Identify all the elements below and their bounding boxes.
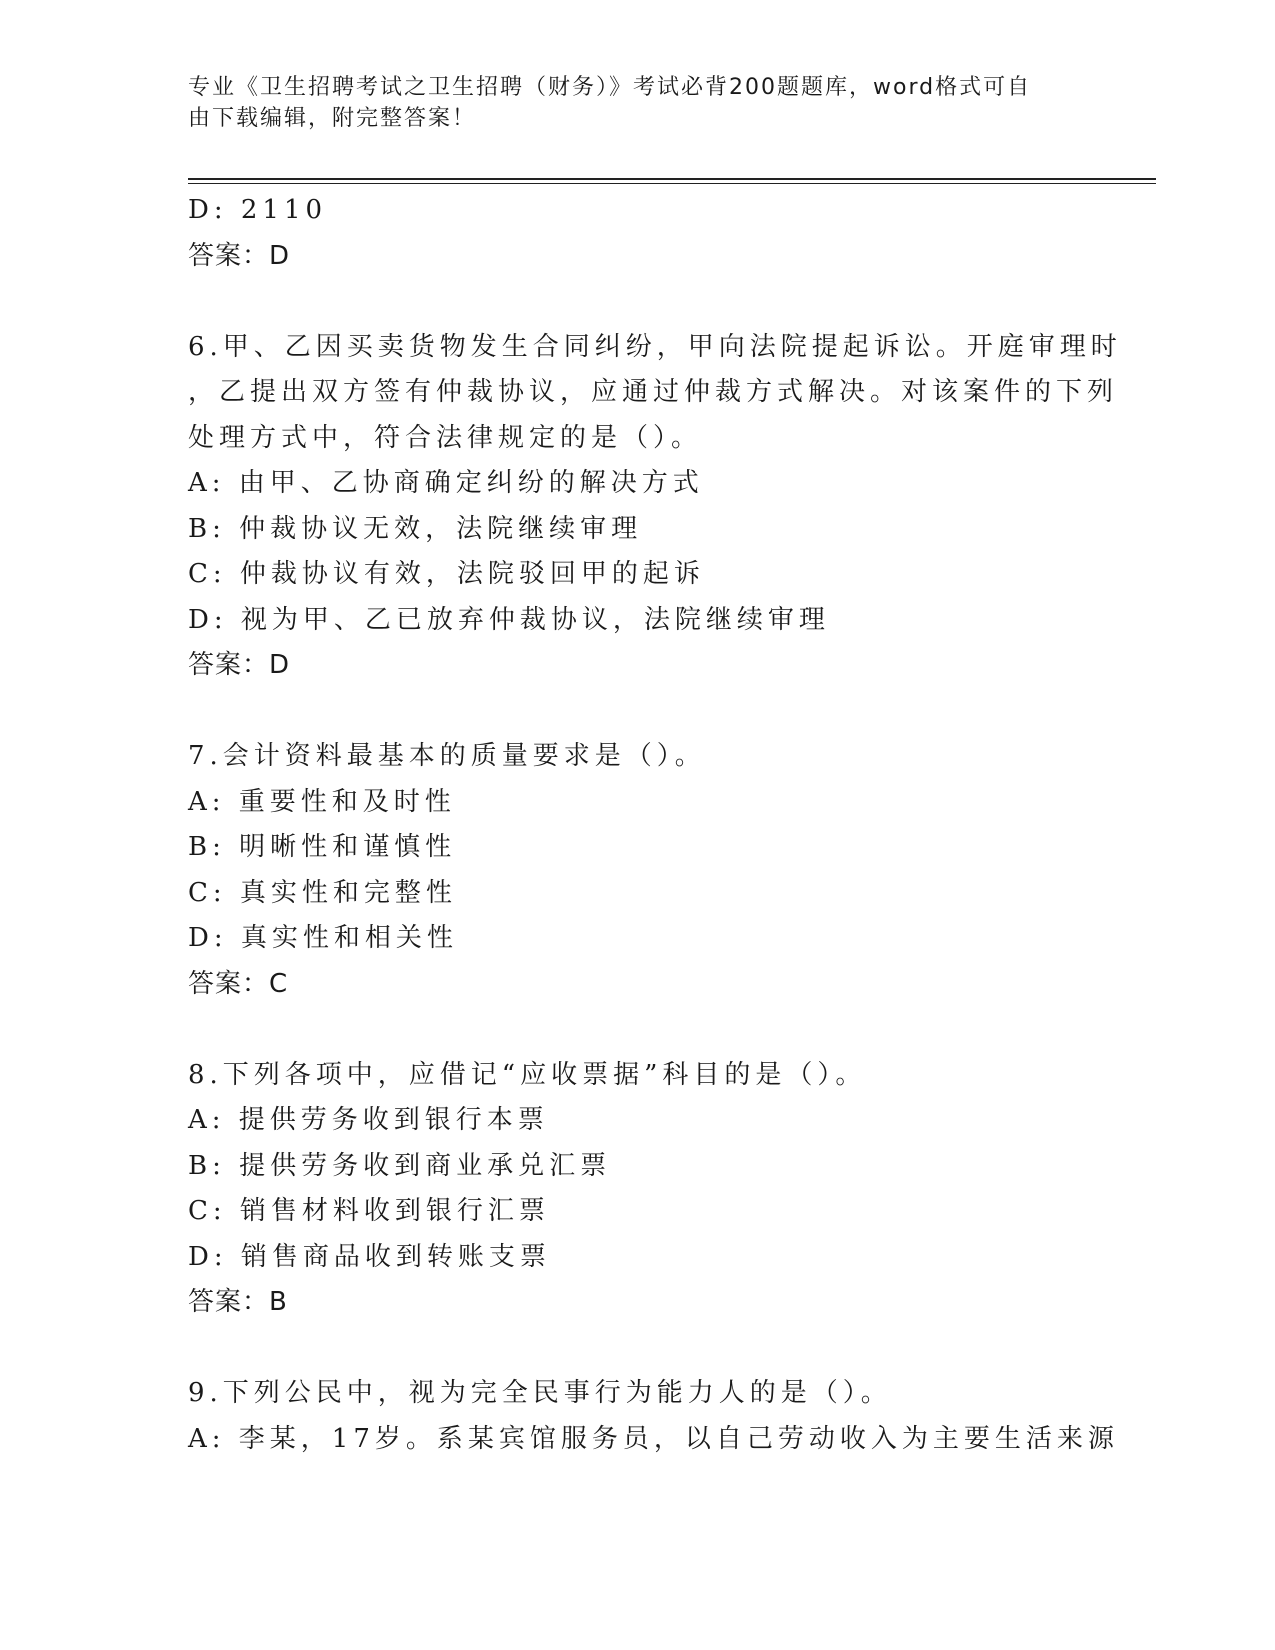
header-line-2: 由下载编辑，附完整答案！	[188, 106, 477, 131]
spacer	[188, 1007, 1088, 1053]
question-list	[188, 188, 1122, 1462]
option-a: A: 由甲、乙协商确定纠纷的解决方式	[188, 468, 704, 498]
question-text: 8.下列各项中，应借记“应收票据”科目的是（）。	[188, 1059, 867, 1090]
question-block	[188, 1371, 1119, 1462]
question-text: 处理方式中，符合法律规定的是（）。	[188, 422, 703, 453]
header-rule-thin	[188, 183, 1156, 184]
question-text: 6.甲、乙因买卖货物发生合同纠纷，甲向法院提起诉讼。开庭审理时	[188, 331, 1122, 362]
header-rule-thick	[188, 178, 1156, 180]
spacer	[188, 279, 1088, 325]
spacer	[188, 689, 1088, 735]
option-b: B: 仲裁协议无效，法院继续审理	[188, 513, 643, 544]
option-c: C: 销售材料收到银行汇票	[188, 1196, 550, 1226]
option-b: B: 提供劳务收到商业承兑汇票	[188, 1150, 612, 1181]
option-d: D: 销售商品收到转账支票	[188, 1241, 551, 1272]
question-text: ，乙提出双方签有仲裁协议，应通过仲裁方式解决。对该案件的下列	[188, 377, 1119, 407]
question-text: 9.下列公民中，视为完全民事行为能力人的是（）。	[188, 1378, 892, 1408]
option-d: D: 视为甲、乙已放弃仲裁协议，法院继续审理	[188, 604, 830, 635]
answer-line: 答案：D	[188, 650, 291, 680]
option-c: C: 仲裁协议有效，法院驳回甲的起诉	[188, 559, 705, 589]
option-a: A: 提供劳务收到银行本票	[188, 1105, 549, 1135]
option-b: B: 明晰性和谨慎性	[188, 832, 457, 862]
option-a: A: 重要性和及时性	[188, 786, 456, 817]
header-line-1: 专业《卫生招聘考试之卫生招聘（财务）》考试必背200题题库，word格式可自	[188, 75, 1032, 100]
option-d: D: 2110	[188, 195, 328, 225]
document-header	[188, 72, 1068, 134]
question-block	[188, 325, 1122, 689]
question-block	[188, 734, 1088, 1007]
option-c: C: 真实性和完整性	[188, 877, 457, 908]
answer-line: 答案：D	[188, 240, 291, 271]
option-d: D: 真实性和相关性	[188, 923, 458, 953]
answer-line: 答案：C	[188, 968, 289, 999]
question-text: 7.会计资料最基本的质量要求是（）。	[188, 741, 706, 771]
question-block	[188, 1053, 1088, 1326]
spacer	[188, 1326, 1088, 1372]
answer-line: 答案：B	[188, 1287, 288, 1317]
option-a: A: 李某，17岁。系某宾馆服务员，以自己劳动收入为主要生活来源	[188, 1423, 1119, 1454]
